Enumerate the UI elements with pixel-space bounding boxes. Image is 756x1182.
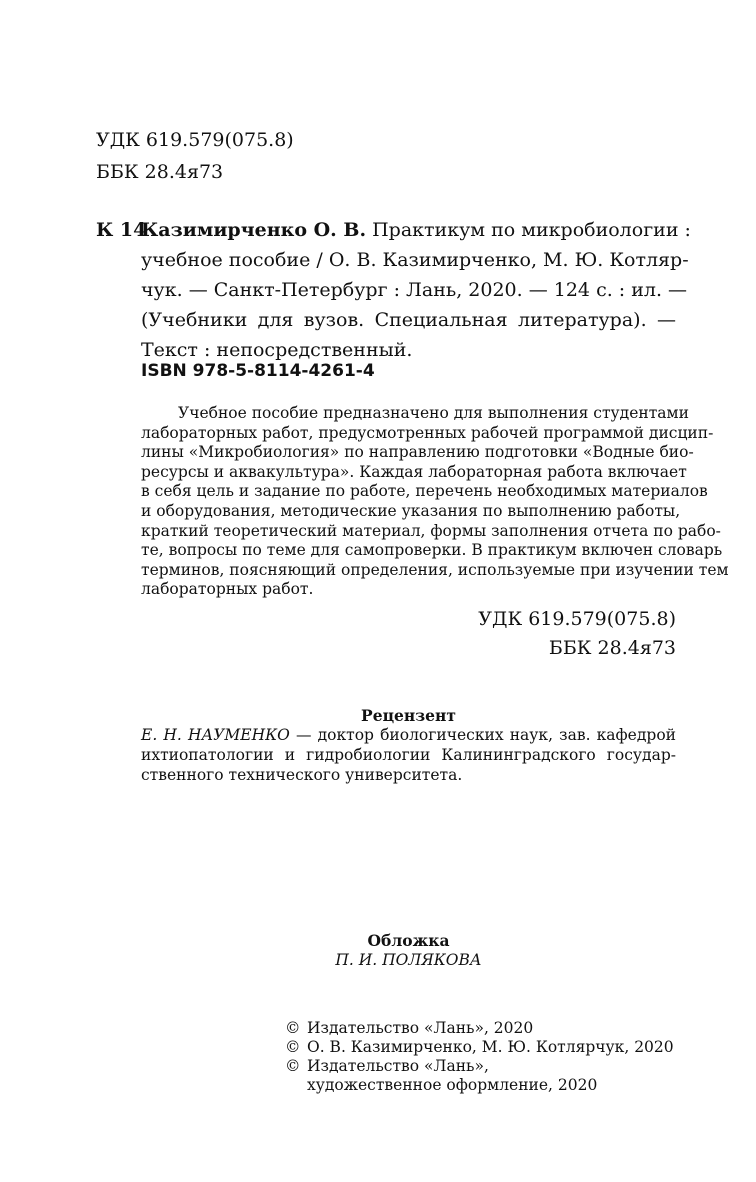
reviewer-line-3: ственного технического университета. — [141, 766, 463, 784]
copyright-icon: © — [285, 1019, 301, 1037]
reviewer-heading: Рецензент — [361, 706, 456, 725]
abstract-line: Учебное пособие предназначено для выполнения студентами — [178, 404, 689, 422]
catalog-line-5: Текст : непосредственный. — [141, 339, 413, 361]
abstract-line: лабораторных работ. — [141, 580, 314, 599]
catalog-record — [96, 215, 691, 365]
udk-code: УДК 619.579(075.8) — [478, 608, 676, 630]
catalog-line-2: учебное пособие / О. В. Казимирченко, М. Ю. Котляр- — [141, 249, 689, 271]
copyright-row: художественное оформление, 2020 — [307, 1076, 598, 1094]
copyright-text: О. В. Казимирченко, М. Ю. Котлярчук, 2020 — [307, 1038, 674, 1056]
reviewer-line-2: ихтиопатологии и гидробиологии Калининградского государ- — [141, 746, 676, 764]
bbk-code: ББК 28.4я73 — [96, 161, 224, 183]
copyright-text: Издательство «Лань», 2020 — [307, 1019, 534, 1037]
abstract-line: лины «Микробиология» по направлению подготовки «Водные био- — [141, 443, 694, 462]
reviewer-credentials: — доктор биологических наук, зав. кафедрой — [289, 726, 676, 744]
copyright-text: Издательство «Лань», — [307, 1057, 489, 1075]
bbk-code: ББК 28.4я73 — [548, 637, 676, 659]
abstract-line: и оборудования, методические указания по выполнению работы, — [141, 501, 681, 520]
copyright-row — [285, 1019, 674, 1038]
abstract-line: лабораторных работ, предусмотренных рабочей программой дисцип- — [141, 423, 714, 442]
catalog-line-1 — [141, 215, 691, 245]
reviewer-line-1 — [141, 725, 676, 745]
isbn: ISBN 978-5-8114-4261-4 — [141, 361, 375, 381]
classification-bottom — [478, 605, 676, 663]
abstract — [141, 404, 729, 600]
catalog-line-4: (Учебники для вузов. Специальная литература). — — [141, 309, 676, 331]
bibliographic-description — [141, 215, 691, 365]
cover-designer: П. И. ПОЛЯКОВА — [335, 951, 482, 969]
copyright-notices — [285, 1019, 674, 1095]
reviewer-info — [141, 725, 676, 785]
author-name: Казимирченко О. В. — [141, 219, 367, 241]
copyright-icon: © — [285, 1038, 301, 1056]
copyright-row — [285, 1038, 674, 1057]
book-title: Практикум по микробиологии : — [366, 219, 691, 241]
abstract-line: те, вопросы по теме для самопроверки. В практикум включен словарь — [141, 541, 723, 560]
copyright-icon: © — [285, 1057, 301, 1075]
author-mark: К 14 — [96, 219, 147, 241]
classification-top — [96, 124, 294, 188]
cover-heading: Обложка — [367, 931, 450, 950]
reviewer-name: Е. Н. НАУМЕНКО — [141, 726, 290, 744]
abstract-line: краткий теоретический материал, формы заполнения отчета по рабо- — [141, 521, 721, 540]
catalog-line-3: чук. — Санкт-Петербург : Лань, 2020. — 124 с. : ил. — — [141, 279, 688, 301]
abstract-line: терминов, поясняющий определения, используемые при изучении тем — [141, 560, 729, 579]
abstract-line: ресурсы и аквакультура». Каждая лабораторная работа включает — [141, 462, 687, 481]
udk-code: УДК 619.579(075.8) — [96, 129, 294, 151]
abstract-line: в себя цель и задание по работе, перечень необходимых материалов — [141, 482, 708, 501]
copyright-row — [285, 1057, 674, 1076]
